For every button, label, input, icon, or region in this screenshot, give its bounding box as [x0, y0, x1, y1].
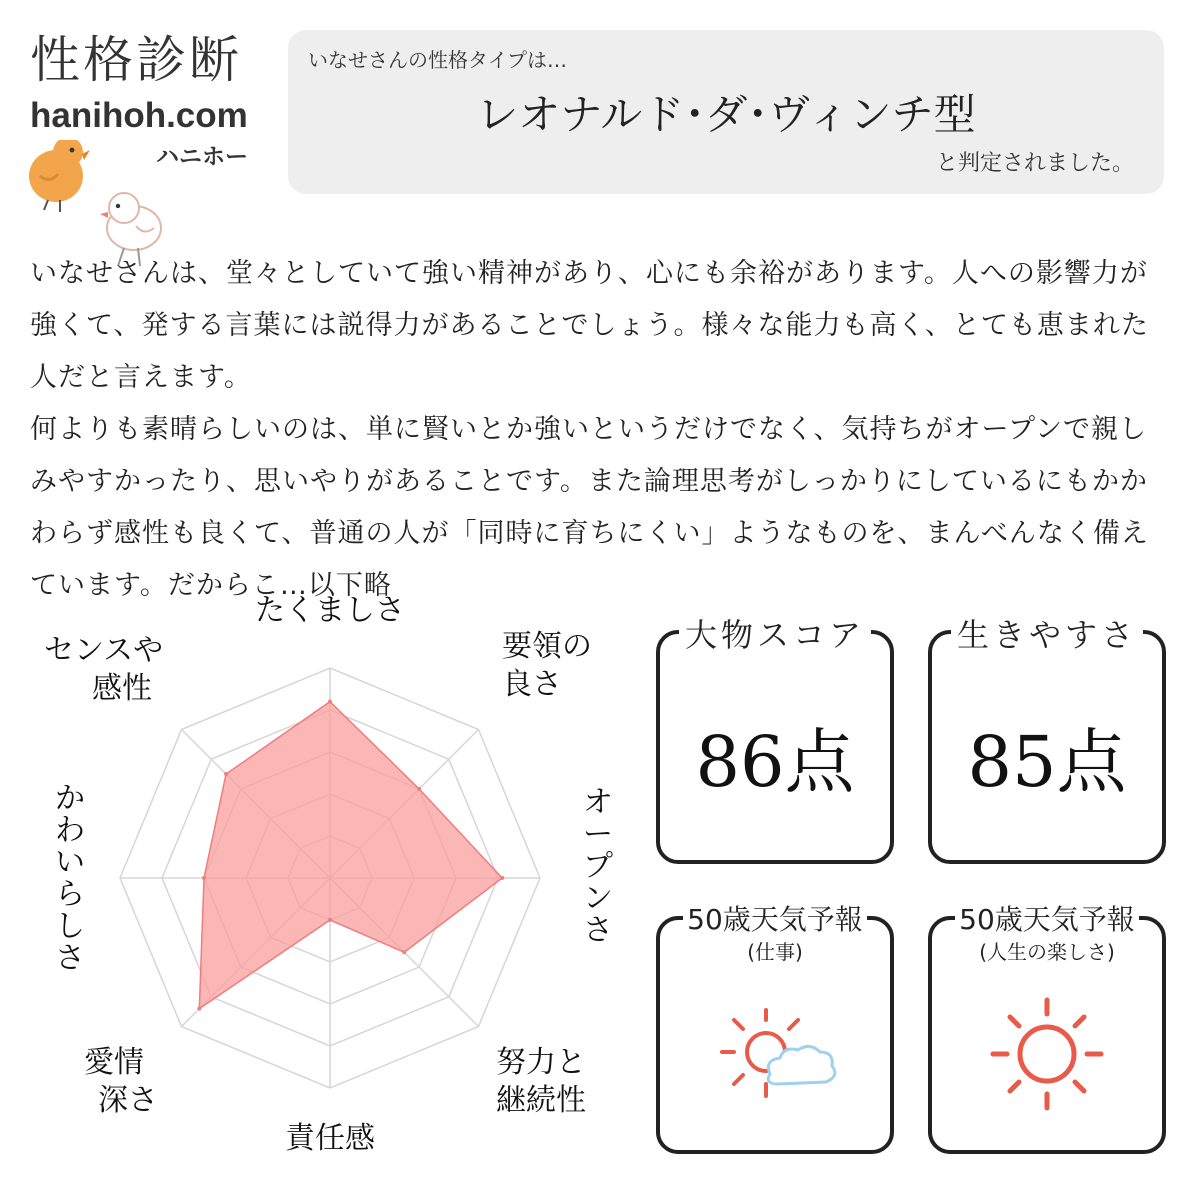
radar-axis-label: 良さ [502, 667, 562, 702]
radar-axis-label: ー [583, 817, 613, 852]
radar-axis-label: 継続性 [496, 1083, 586, 1118]
result-outro-text: と判定されました。 [935, 151, 1134, 176]
forecast-card-life [928, 903, 1166, 1154]
forecast-card-label: 50歳天気予報 [683, 903, 867, 936]
radar-axis-label: し [55, 909, 85, 944]
site-logo[interactable] [26, 30, 266, 245]
score-card-oomono [656, 616, 894, 864]
result-box [288, 30, 1164, 194]
logo-kana: ハニホー [156, 144, 248, 170]
radar-axis-label: い [55, 845, 85, 880]
radar-axis-label: プ [583, 849, 613, 884]
score-card-ikiyasusa [928, 616, 1166, 864]
radar-axis-label: さ [55, 941, 85, 976]
radar-axis-label: さ [583, 913, 613, 948]
radar-data-point [500, 876, 504, 880]
radar-axis-label: オ [583, 785, 613, 820]
radar-axis-label: 感性 [92, 671, 152, 706]
radar-axis-label: わ [55, 813, 85, 848]
orange-chick-icon [29, 140, 90, 212]
personality-radar-chart [0, 590, 640, 1160]
logo-domain: hanihoh.com [30, 96, 248, 135]
description-paragraph: いなせさんは、堂々としていて強い精神があり、心にも余裕があります。人への影響力が強くて、発する言葉には説得力があることでしょう。様々な能力も高く、とても恵まれた人だと言えます。 [30, 258, 1149, 393]
score-card-label: 生きやすさ [951, 616, 1143, 654]
result-intro-text: いなせさんの性格タイプは… [308, 48, 567, 72]
radar-axis-label: 努力と [496, 1045, 586, 1080]
radar-axis-label: ら [55, 877, 85, 912]
forecast-card-sub: (仕事) [747, 940, 803, 964]
radar-axis-label: 要領の [502, 629, 592, 664]
forecast-card-sub: (人生の楽しさ) [979, 940, 1115, 964]
radar-axis-label: たくましさ [255, 593, 405, 628]
radar-data-point [224, 772, 228, 776]
radar-axis-label: センスや [44, 633, 164, 668]
sun-with-cloud-icon [700, 998, 850, 1118]
radar-axis-label: ン [583, 881, 613, 916]
radar-data-point [197, 1007, 201, 1011]
radar-data-point [328, 700, 332, 704]
sun-icon [972, 990, 1122, 1120]
forecast-card-work [656, 903, 894, 1154]
logo-title: 性格診断 [30, 31, 242, 89]
radar-axis-label: か [55, 781, 85, 816]
forecast-card-label: 50歳天気予報 [955, 903, 1139, 936]
radar-axis-label: 愛情 [84, 1045, 144, 1080]
radar-axis-label: 深さ [98, 1083, 158, 1118]
radar-data-point [328, 918, 332, 922]
score-value: 86点 [695, 721, 855, 803]
radar-data-point [402, 950, 406, 954]
radar-axis-label: 責任感 [285, 1121, 375, 1156]
personality-type-title: レオナルド･ダ･ヴィンチ型 [476, 90, 976, 139]
description [30, 248, 1170, 612]
radar-data-point [417, 787, 421, 791]
score-card-label: 大物スコア [679, 616, 871, 654]
radar-data-point [202, 876, 206, 880]
score-value: 85点 [967, 721, 1127, 803]
radar-data-area [199, 702, 502, 1009]
description-paragraph: 何よりも素晴らしいのは、単に賢いとか強いというだけでなく、気持ちがオープンで親しみやすかったり、思いやりがあることです。また論理思考がしっかりにしているにもかかわらず感性も良くて、普通の人が「同時に育ちにくい」ようなものを、まんべんなく備えています。だからこ…以下略 [30, 414, 1149, 601]
